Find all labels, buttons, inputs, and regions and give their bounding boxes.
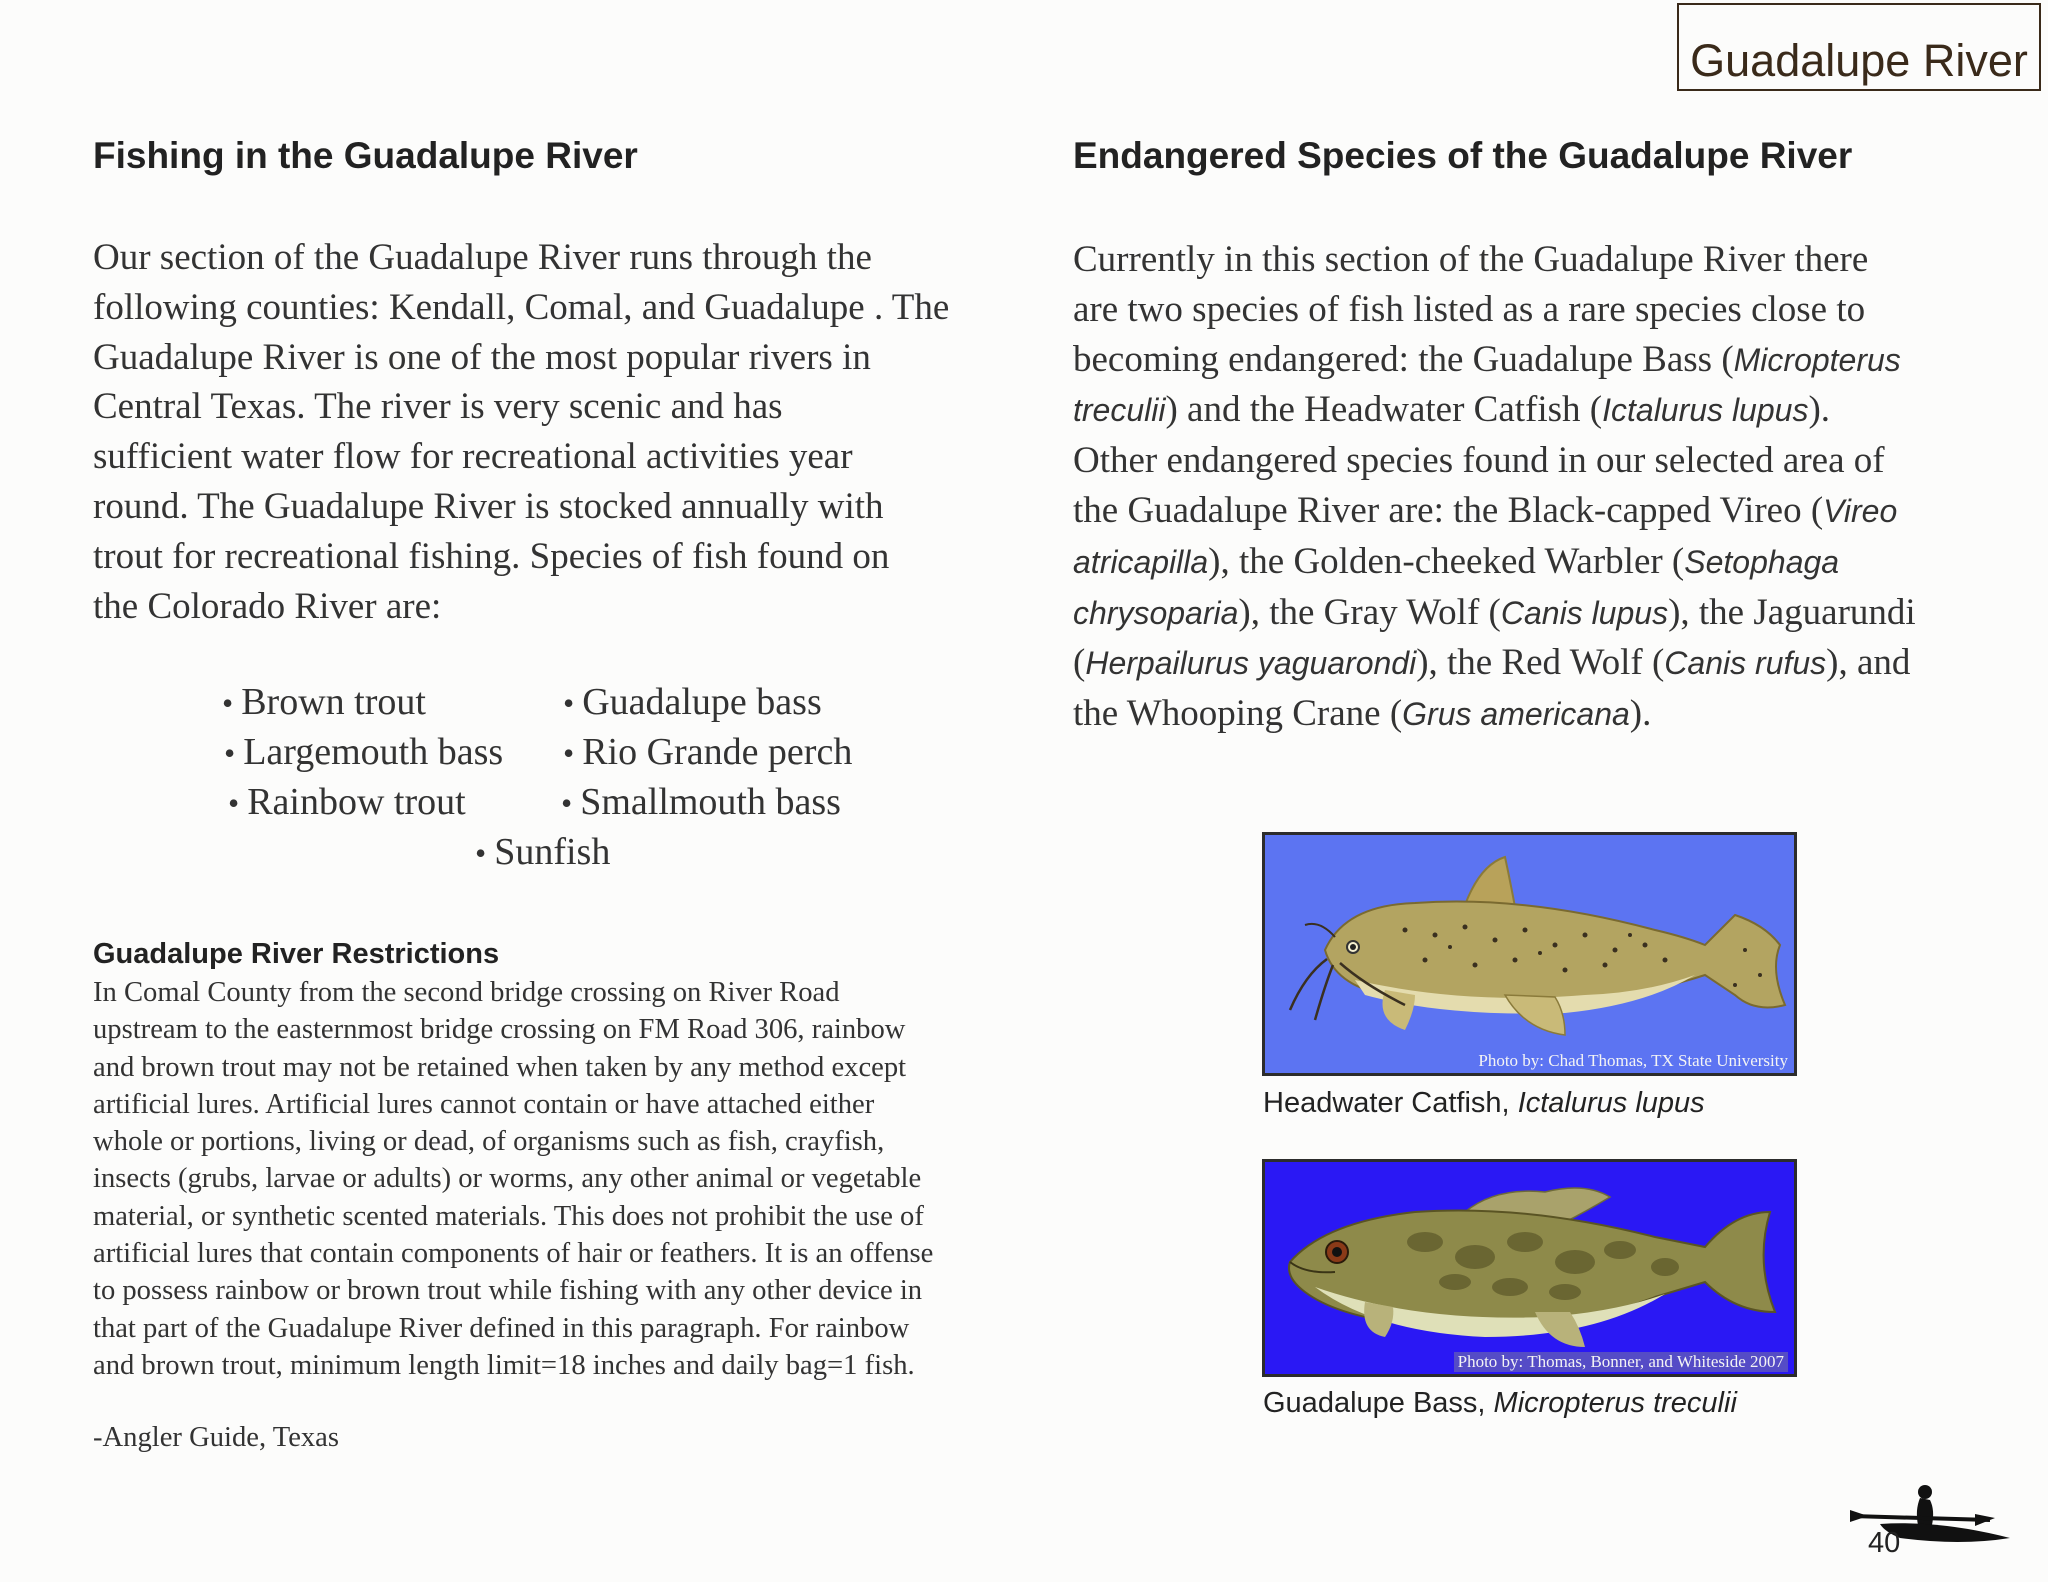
species-name: Brown trout — [241, 681, 426, 723]
endangered-text: ), the Golden-cheeked Warbler ( — [1208, 540, 1685, 582]
scientific-name: Grus americana — [1402, 696, 1630, 733]
restrictions-line: whole or portions, living or dead, of organisms such as fish, crayfish, — [93, 1126, 885, 1158]
restrictions-line: material, or synthetic scented materials. This does not prohibit the use of — [93, 1200, 924, 1232]
species-list — [0, 680, 1020, 890]
species-item: • Guadalupe bass — [563, 681, 822, 723]
section-tab — [1677, 3, 2041, 91]
catfish-photo — [1262, 832, 1797, 1076]
endangered-heading: Endangered Species of the Guadalupe River — [1073, 135, 1853, 176]
bass-caption-common: Guadalupe Bass, — [1263, 1387, 1486, 1419]
endangered-text: ( — [1073, 642, 1086, 684]
endangered-text: ), the Jaguarundi — [1668, 591, 1916, 633]
species-item: • Rainbow trout — [228, 781, 466, 823]
endangered-text: Other endangered species found in our selected area of — [1073, 440, 1885, 482]
scientific-name: Micropterus — [1733, 341, 1901, 378]
restrictions-line: artificial lures. Artificial lures cannot contain or have attached either — [93, 1088, 875, 1120]
species-name: Largemouth bass — [243, 731, 504, 773]
species-item: • Largemouth bass — [224, 731, 504, 773]
endangered-text: ). — [1629, 693, 1652, 735]
catfish-caption — [1263, 1087, 1705, 1120]
restrictions-heading: Guadalupe River Restrictions — [93, 938, 500, 970]
scientific-name: Vireo — [1823, 492, 1898, 529]
restrictions-line: to possess rainbow or brown trout while fishing with any other device in — [93, 1275, 923, 1307]
restrictions-line: insects (grubs, larvae or adults) or worms, any other animal or vegetable — [93, 1163, 922, 1195]
restrictions-line: In Comal County from the second bridge crossing on River Road — [93, 977, 840, 1008]
endangered-text: ) and the Headwater Catfish ( — [1165, 389, 1603, 431]
bass-photo-credit: Photo by: Thomas, Bonner, and Whiteside 2007 — [1454, 1352, 1788, 1372]
endangered-text: are two species of fish listed as a rare species close to — [1073, 288, 1866, 330]
endangered-text: Currently in this section of the Guadalupe River there — [1073, 239, 1869, 280]
catfish-caption-scientific: Ictalurus lupus — [1517, 1087, 1705, 1119]
species-name: Smallmouth bass — [580, 781, 841, 823]
scientific-name: chrysoparia — [1073, 594, 1239, 631]
scientific-name: Canis lupus — [1500, 594, 1669, 631]
endangered-paragraph — [1073, 235, 1993, 740]
fishing-heading: Fishing in the Guadalupe River — [93, 135, 638, 176]
scientific-name: Ictalurus lupus — [1602, 392, 1809, 429]
endangered-text: ). — [1808, 389, 1831, 431]
species-name: Rio Grande perch — [582, 731, 853, 773]
catfish-illustration — [1265, 835, 1794, 1073]
endangered-text: the Guadalupe River are: the Black-capped Vireo ( — [1073, 489, 1824, 531]
species-name: Sunfish — [494, 831, 611, 873]
fishing-line: following counties: Kendall, Comal, and Guadalupe . The — [93, 286, 950, 328]
bass-illustration — [1265, 1162, 1794, 1374]
source-citation: -Angler Guide, Texas — [93, 1422, 340, 1453]
species-name: Rainbow trout — [247, 781, 466, 823]
endangered-text: ), the Gray Wolf ( — [1238, 591, 1501, 633]
fishing-line: the Colorado River are: — [93, 585, 442, 627]
restrictions-line: artificial lures that contain components of hair or feathers. It is an offense — [93, 1238, 934, 1270]
restrictions-line: that part of the Guadalupe River defined in this paragraph. For rainbow — [93, 1312, 910, 1344]
restrictions-text — [93, 974, 1023, 1384]
bass-caption — [1263, 1387, 1737, 1420]
endangered-text: becoming endangered: the Guadalupe Bass ( — [1073, 338, 1734, 380]
species-item: • Sunfish — [475, 831, 611, 873]
endangered-text: ), and — [1826, 642, 1911, 684]
scientific-name: Canis rufus — [1664, 645, 1827, 682]
catfish-photo-credit: Photo by: Chad Thomas, TX State University — [1478, 1051, 1788, 1070]
restrictions-line: and brown trout, minimum length limit=18 inches and daily bag=1 fish. — [93, 1349, 915, 1381]
restrictions-line: and brown trout may not be retained when taken by any method except — [93, 1051, 907, 1083]
restrictions-line: upstream to the easternmost bridge crossing on FM Road 306, rainbow — [93, 1014, 906, 1046]
catfish-caption-common: Headwater Catfish, — [1263, 1087, 1510, 1119]
scientific-name: atricapilla — [1073, 543, 1209, 580]
species-item: • Brown trout — [222, 681, 426, 723]
scientific-name: Setophaga — [1684, 543, 1840, 580]
fishing-line: sufficient water flow for recreational activities year — [93, 436, 853, 478]
fishing-line: trout for recreational fishing. Species of fish found on — [93, 535, 890, 577]
fishing-line: round. The Guadalupe River is stocked annually with — [93, 485, 884, 527]
species-item: • Smallmouth bass — [561, 781, 841, 823]
fishing-line: Central Texas. The river is very scenic and has — [93, 386, 783, 428]
species-item: • Rio Grande perch — [563, 731, 853, 773]
species-name: Guadalupe bass — [582, 681, 822, 723]
fishing-paragraph — [93, 233, 1013, 631]
bass-photo — [1262, 1159, 1797, 1377]
endangered-text: ), the Red Wolf ( — [1416, 642, 1665, 684]
scientific-name: treculii — [1073, 392, 1166, 429]
section-tab-label: Guadalupe River — [1690, 35, 2028, 86]
bass-caption-scientific: Micropterus treculii — [1493, 1387, 1737, 1419]
fishing-line: Our section of the Guadalupe River runs through the — [93, 237, 872, 278]
page-number: 40 — [1868, 1527, 1901, 1559]
endangered-text: the Whooping Crane ( — [1073, 693, 1403, 735]
scientific-name: Herpailurus yaguarondi — [1085, 645, 1417, 682]
fishing-line: Guadalupe River is one of the most popular rivers in — [93, 336, 871, 378]
